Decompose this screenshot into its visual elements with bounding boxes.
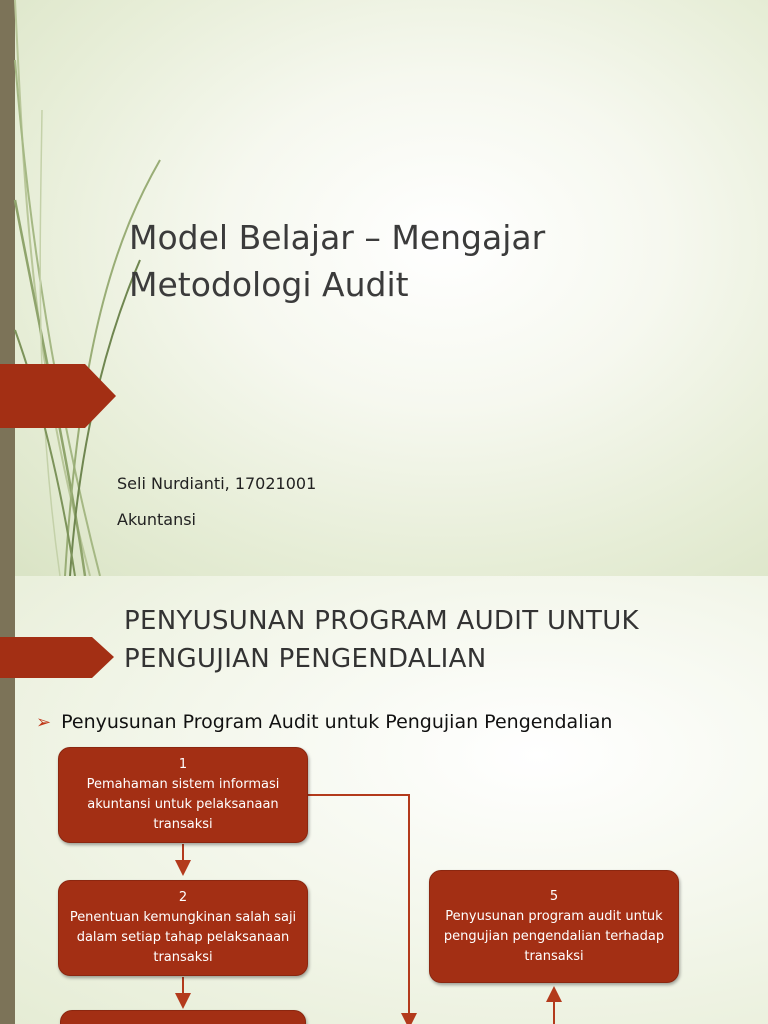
heading-line-1: PENYUSUNAN PROGRAM AUDIT UNTUK <box>124 606 639 636</box>
step-text: Penyusunan program audit untuk pengujian pengendalian terhadap transaksi <box>443 908 665 964</box>
step-text: Penentuan kemungkinan salah saji dalam setiap tahap pelaksanaan transaksi <box>69 910 297 965</box>
department-text: Akuntansi <box>117 510 196 529</box>
heading-line-2: PENGUJIAN PENGENDALIAN <box>124 644 487 674</box>
arrowhead-bullet-icon: ➢ <box>36 711 52 733</box>
title-line-2: Metodologi Audit <box>129 265 409 304</box>
author-text: Seli Nurdianti, 17021001 <box>117 474 317 493</box>
flow-step-2 <box>58 880 308 976</box>
step-number: 2 <box>178 890 188 905</box>
connector-1-to-right <box>308 795 409 1021</box>
flow-step-3-partial <box>60 1010 306 1024</box>
subtitle-block <box>117 470 316 542</box>
step-text: Pemahaman sistem informasi akuntansi untuk pelaksanaan transaksi <box>86 777 280 832</box>
step-number: 5 <box>549 888 559 904</box>
flow-step-5 <box>429 870 679 983</box>
slide-title <box>129 214 729 308</box>
content-slide <box>0 576 768 1024</box>
step-number: 1 <box>178 757 188 772</box>
flow-step-1 <box>58 747 308 843</box>
title-line-1: Model Belajar – Mengajar <box>129 218 546 257</box>
bullet-text: Penyusunan Program Audit untuk Pengujian Pengendalian <box>61 711 613 733</box>
